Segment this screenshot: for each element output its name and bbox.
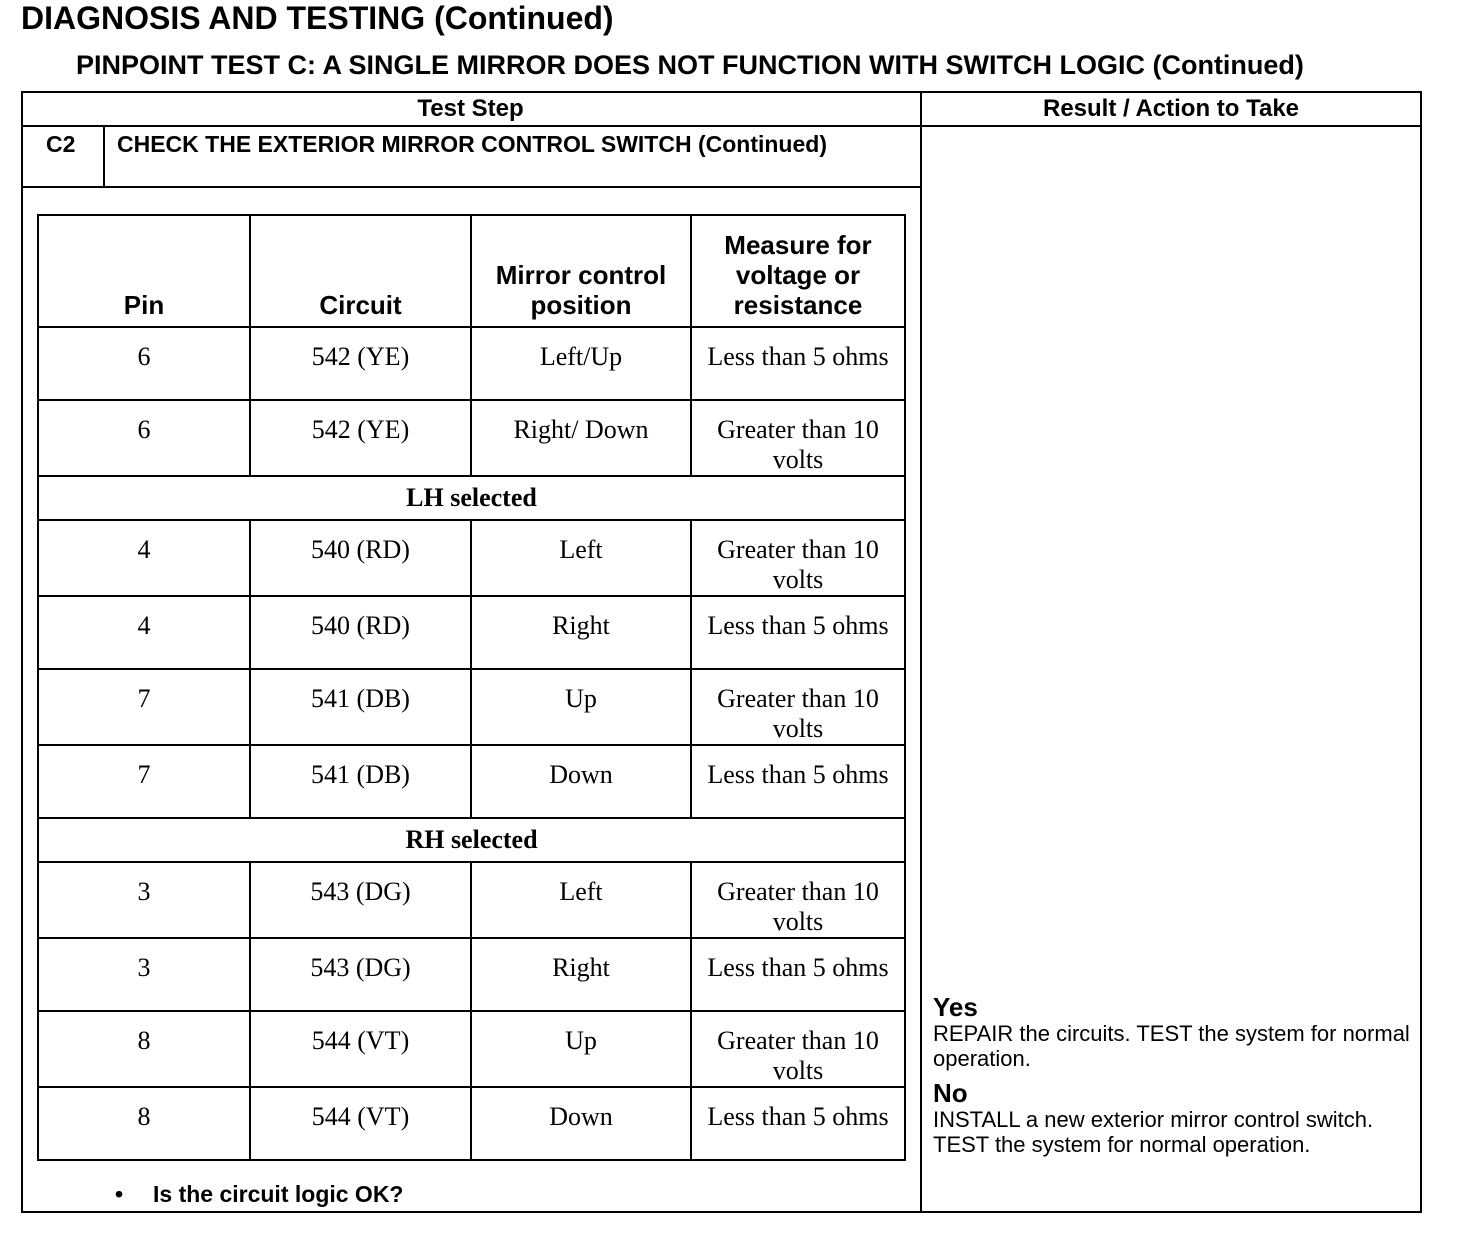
- group-row-lh: [38, 476, 905, 520]
- cell-measure: Greater than 10 volts: [691, 520, 905, 596]
- table-header-row: [38, 215, 905, 327]
- cell-position: Right: [471, 938, 691, 1011]
- col-header-pin: Pin: [38, 215, 250, 327]
- cell-circuit: 544 (VT): [250, 1087, 471, 1160]
- cell-position: Left/Up: [471, 327, 691, 400]
- table-row: [38, 862, 905, 938]
- page-title: DIAGNOSIS AND TESTING (Continued): [21, 0, 614, 36]
- no-label: No: [933, 1078, 968, 1108]
- cell-pin: 3: [38, 938, 250, 1011]
- pinpoint-test-title: PINPOINT TEST C: A SINGLE MIRROR DOES NOT FUNCTION WITH SWITCH LOGIC (Continued): [76, 50, 1304, 80]
- column-divider: [920, 91, 922, 1213]
- table-row: [38, 400, 905, 476]
- header-divider: [21, 125, 1422, 127]
- cell-position: Down: [471, 745, 691, 818]
- cell-pin: 6: [38, 400, 250, 476]
- question-text: Is the circuit logic OK?: [153, 1181, 404, 1207]
- cell-circuit: 541 (DB): [250, 669, 471, 745]
- step-id: C2: [46, 131, 76, 157]
- group-row-rh: [38, 818, 905, 862]
- cell-circuit: 543 (DG): [250, 862, 471, 938]
- cell-measure: Greater than 10 volts: [691, 400, 905, 476]
- cell-circuit: 540 (RD): [250, 596, 471, 669]
- bullet: •: [115, 1181, 124, 1207]
- cell-measure: Less than 5 ohms: [691, 596, 905, 669]
- question-item: [115, 1180, 403, 1208]
- table-row: [38, 1011, 905, 1087]
- table-row: [38, 520, 905, 596]
- table-row: [38, 327, 905, 400]
- cell-measure: Greater than 10 volts: [691, 669, 905, 745]
- cell-circuit: 544 (VT): [250, 1011, 471, 1087]
- cell-pin: 6: [38, 327, 250, 400]
- cell-measure: Less than 5 ohms: [691, 745, 905, 818]
- cell-pin: 8: [38, 1087, 250, 1160]
- cell-circuit: 541 (DB): [250, 745, 471, 818]
- yes-action-text: REPAIR the circuits. TEST the system for normal operation.: [933, 1021, 1410, 1071]
- no-action-text: INSTALL a new exterior mirror control switch. TEST the system for normal operation.: [933, 1107, 1374, 1157]
- table-row: [38, 1087, 905, 1160]
- cell-measure: Greater than 10 volts: [691, 1011, 905, 1087]
- cell-circuit: 542 (YE): [250, 327, 471, 400]
- lh-selected-label: LH selected: [38, 476, 905, 520]
- table-row: [38, 596, 905, 669]
- header-result-action: Result / Action to Take: [1042, 95, 1300, 122]
- cell-pin: 7: [38, 745, 250, 818]
- cell-position: Right/ Down: [471, 400, 691, 476]
- rh-selected-label: RH selected: [38, 818, 905, 862]
- cell-circuit: 540 (RD): [250, 520, 471, 596]
- cell-measure: Less than 5 ohms: [691, 1087, 905, 1160]
- cell-pin: 8: [38, 1011, 250, 1087]
- cell-measure: Greater than 10 volts: [691, 862, 905, 938]
- col-header-measure: Measure for voltage or resistance: [691, 215, 905, 327]
- result-actions: [933, 993, 1413, 1165]
- table-row: [38, 938, 905, 1011]
- table-row: [38, 745, 905, 818]
- cell-position: Left: [471, 520, 691, 596]
- cell-position: Up: [471, 669, 691, 745]
- cell-circuit: 542 (YE): [250, 400, 471, 476]
- cell-position: Right: [471, 596, 691, 669]
- cell-pin: 7: [38, 669, 250, 745]
- cell-measure: Less than 5 ohms: [691, 938, 905, 1011]
- step-row-divider: [21, 186, 922, 188]
- header-test-step: Test Step: [417, 95, 524, 122]
- step-title: CHECK THE EXTERIOR MIRROR CONTROL SWITCH (Continued): [117, 131, 827, 157]
- col-header-circuit: Circuit: [250, 215, 471, 327]
- col-header-position: Mirror control position: [471, 215, 691, 327]
- cell-position: Left: [471, 862, 691, 938]
- table-row: [38, 669, 905, 745]
- cell-position: Up: [471, 1011, 691, 1087]
- step-id-divider: [103, 127, 105, 186]
- cell-pin: 3: [38, 862, 250, 938]
- cell-position: Down: [471, 1087, 691, 1160]
- yes-label: Yes: [933, 992, 978, 1022]
- pin-measurement-table: [37, 214, 906, 1161]
- cell-pin: 4: [38, 520, 250, 596]
- cell-pin: 4: [38, 596, 250, 669]
- cell-circuit: 543 (DG): [250, 938, 471, 1011]
- cell-measure: Less than 5 ohms: [691, 327, 905, 400]
